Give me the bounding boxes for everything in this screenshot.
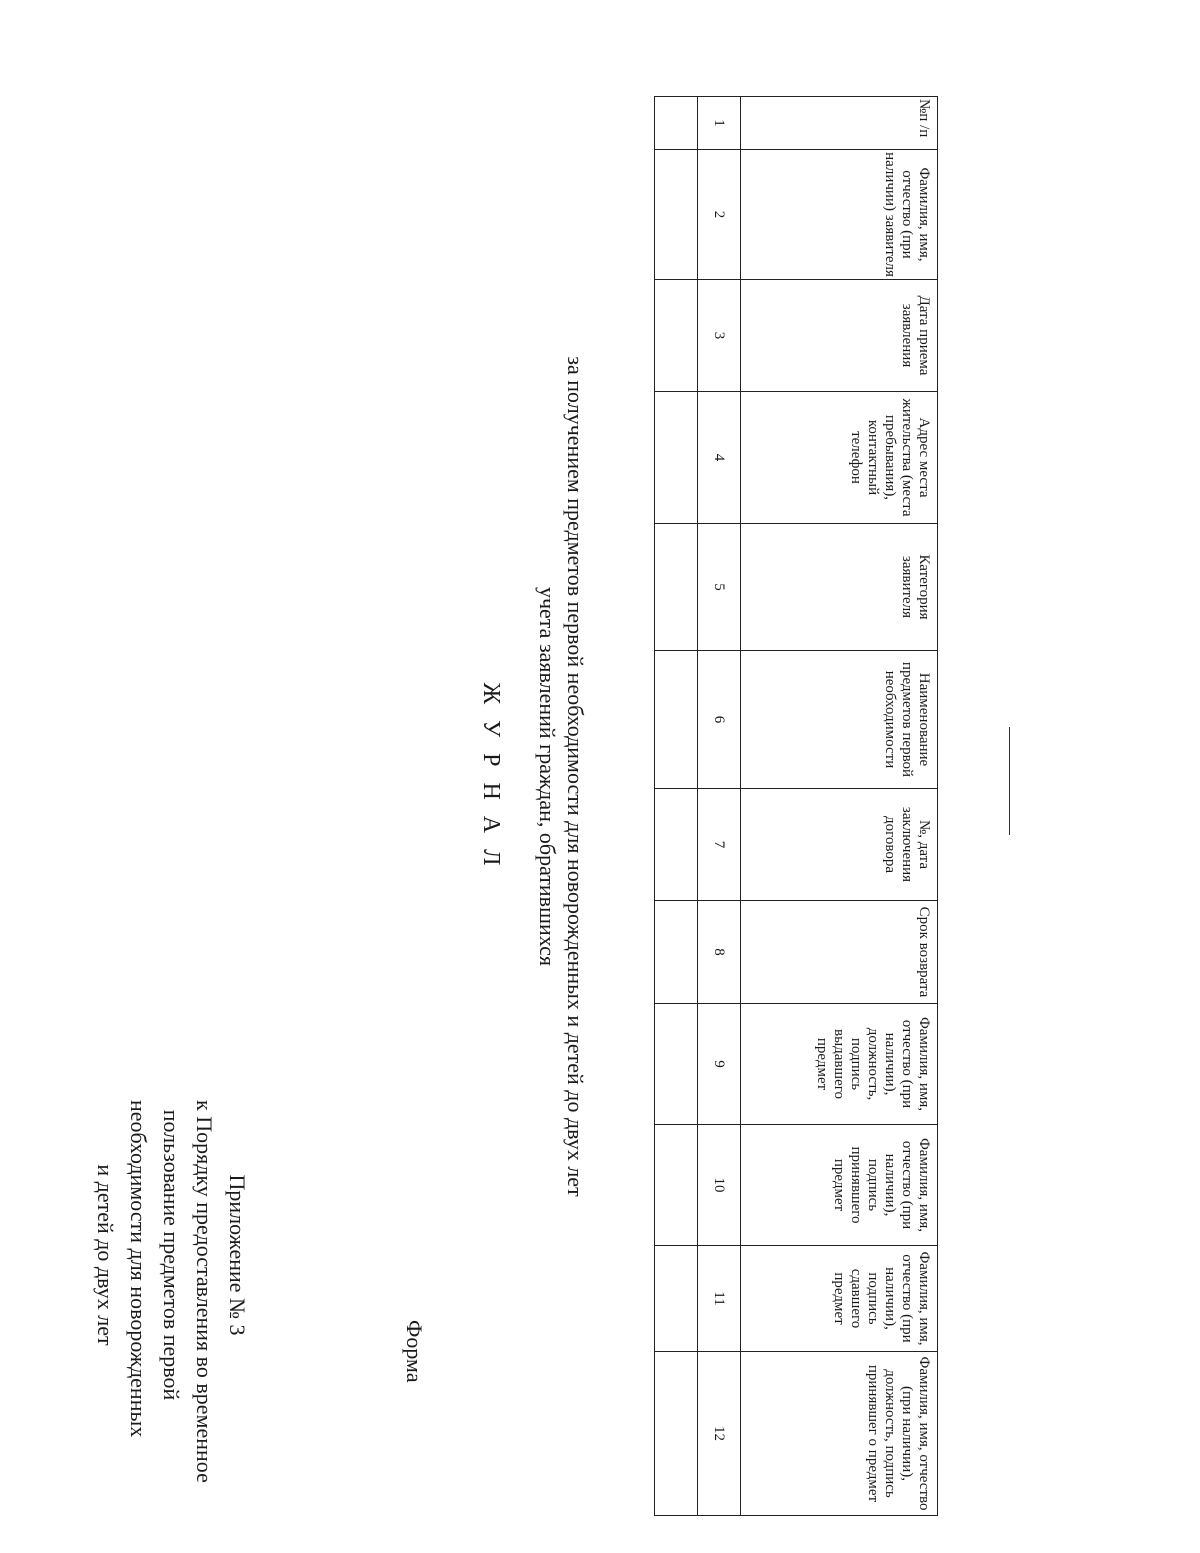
table-cell (655, 150, 698, 280)
header-cell: Фамилия, имя, отчество (при наличии), подпись принявшего предмет (741, 1125, 938, 1246)
table-cell (655, 789, 698, 901)
appendix-line: необходимости для новорожденных (126, 1100, 151, 1438)
header-cell: Фамилия, имя, отчество (при наличии), должность, подпись выдавшего предмет (741, 1004, 938, 1125)
header-cell: Категория заявителя (741, 524, 938, 651)
table-cell (655, 524, 698, 651)
column-number-cell: 4 (698, 392, 741, 524)
header-cell: №, дата заключения договора (741, 789, 938, 901)
header-cell: Фамилия, имя, отчество (при наличии) заявителя (741, 150, 938, 280)
column-number-cell: 6 (698, 651, 741, 789)
footer-divider (1009, 727, 1010, 835)
column-number-cell: 12 (698, 1352, 741, 1516)
column-number-cell: 2 (698, 150, 741, 280)
journal-subtitle-line-2: за получением предметов первой необходимости для новорожденных и детей до двух лет (563, 356, 588, 1197)
table-cell (655, 392, 698, 524)
table-cell (655, 1004, 698, 1125)
header-cell: Фамилия, имя, отчество (при наличии), должность, подпись принявшег о предмет (741, 1352, 938, 1516)
header-cell: Дата приема заявления (741, 280, 938, 392)
header-row (741, 97, 938, 1516)
journal-title: Ж У Р Н А Л (478, 682, 504, 871)
column-number-cell: 9 (698, 1004, 741, 1125)
column-number-cell: 7 (698, 789, 741, 901)
header-cell: Фамилия, имя, отчество (при наличии), подпись сдавшего предмет (741, 1246, 938, 1352)
register-table (654, 96, 938, 1516)
table-cell (655, 651, 698, 789)
table-cell (655, 97, 698, 150)
column-number-cell: 5 (698, 524, 741, 651)
header-cell: №п /п (741, 97, 938, 150)
form-label: Форма (402, 1320, 427, 1383)
appendix-line: к Порядку предоставления во временное (192, 1100, 217, 1483)
header-cell: Адрес места жительства (места пребывания), контактный телефон (741, 392, 938, 524)
table-cell (655, 901, 698, 1004)
table-cell (655, 280, 698, 392)
column-number-cell: 10 (698, 1125, 741, 1246)
appendix-header (89, 1100, 254, 1483)
journal-subtitle-line-1: учета заявлений граждан, обратившихся (535, 586, 560, 967)
empty-entry-row (655, 97, 698, 1516)
table-cell (655, 1352, 698, 1516)
appendix-line: Приложение № 3 (225, 1174, 250, 1336)
column-number-cell: 3 (698, 280, 741, 392)
table-cell (655, 1125, 698, 1246)
column-number-cell: 11 (698, 1246, 741, 1352)
column-number-cell: 8 (698, 901, 741, 1004)
header-cell: Срок возврата (741, 901, 938, 1004)
column-number-row (698, 97, 741, 1516)
appendix-line: пользование предметов первой (159, 1109, 184, 1401)
header-cell: Наименование предметов первой необходимости (741, 651, 938, 789)
table-cell (655, 1246, 698, 1352)
appendix-line: и детей до двух лет (93, 1164, 118, 1346)
column-number-cell: 1 (698, 97, 741, 150)
